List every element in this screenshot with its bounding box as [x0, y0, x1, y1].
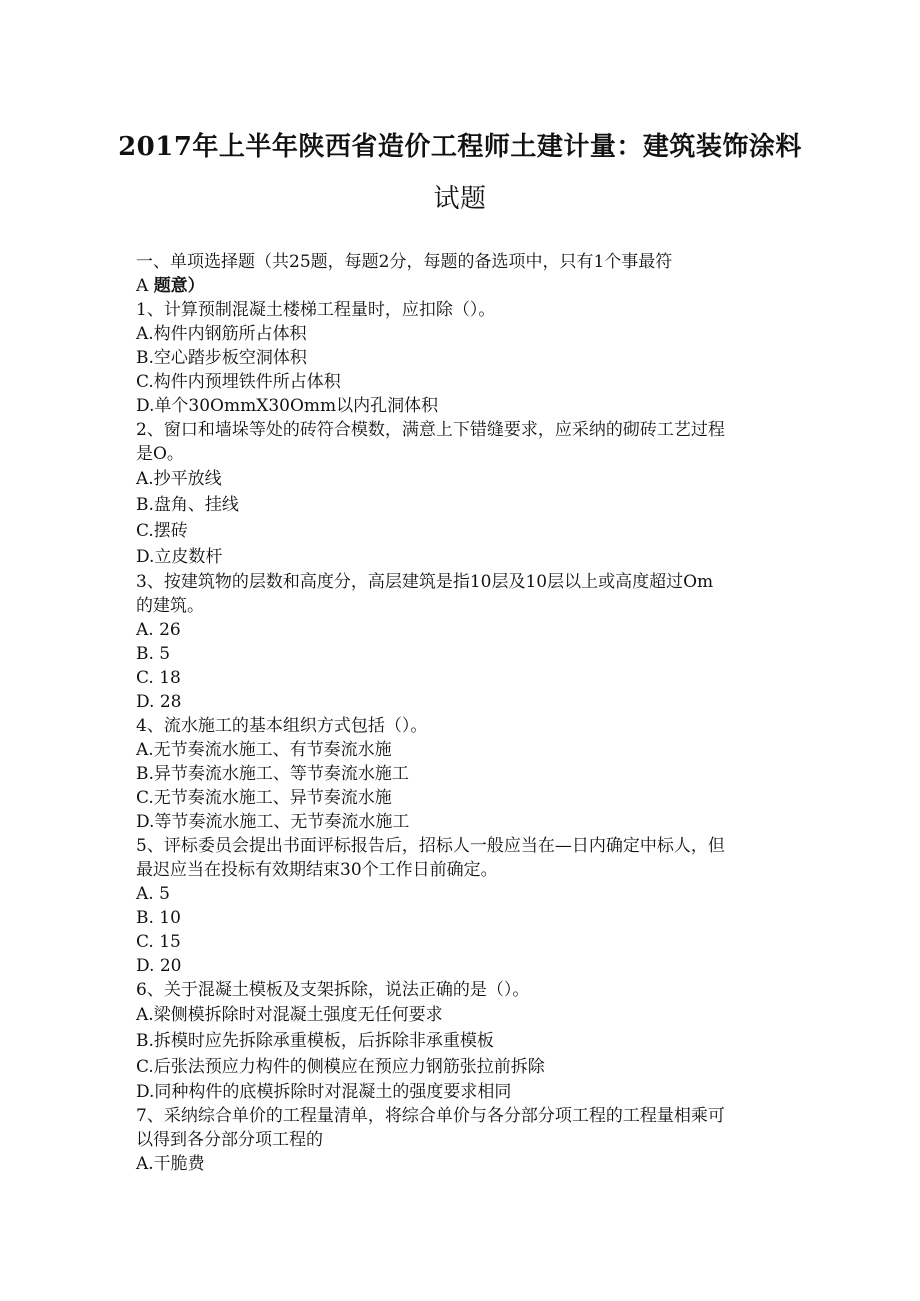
question-option: D.等节奏流水施工、无节奏流水施工: [136, 812, 410, 832]
question-stem-continued: 最迟应当在投标有效期结束30个工作日前确定。: [136, 860, 498, 880]
question-option: A.构件内钢筋所占体积: [136, 324, 307, 344]
question-option: C.构件内预埋铁件所占体积: [136, 372, 341, 392]
question-option: B.空心踏步板空洞体积: [136, 348, 307, 368]
question-option: C.无节奏流水施工、异节奏流水施: [136, 788, 392, 808]
question-stem-continued: 以得到各分部分项工程的: [136, 1130, 323, 1150]
question-stem: 2、窗口和墙垛等处的砖符合模数，满意上下错缝要求，应采纳的砌砖工艺过程: [136, 420, 725, 440]
question-stem: 1、计算预制混凝土楼梯工程量时，应扣除（）。: [136, 300, 496, 320]
document-title: 2017年上半年陕西省造价工程师土建计量：建筑装饰涂料: [118, 132, 802, 162]
question-option: B.盘角、挂线: [136, 495, 239, 515]
question-option: D. 20: [136, 956, 182, 976]
question-option: A.无节奏流水施工、有节奏流水施: [136, 740, 392, 760]
document-body: [136, 250, 796, 1176]
question-option: D.立皮数杆: [136, 547, 223, 567]
question-option: A. 26: [136, 620, 181, 640]
document-title-continued: 试题: [433, 184, 487, 214]
question-stem: 3、按建筑物的层数和高度分，高层建筑是指10层及10层以上或高度超过Om: [136, 572, 714, 592]
question-option: A.梁侧模拆除时对混凝土强度无任何要求: [136, 1005, 443, 1025]
question-option: B.异节奏流水施工、等节奏流水施工: [136, 764, 409, 784]
question-option: A.抄平放线: [136, 469, 222, 489]
question-stem-continued: 的建筑。: [136, 596, 204, 616]
question-option: D. 28: [136, 692, 182, 712]
question-option: C. 18: [136, 668, 181, 688]
question-option: B. 5: [136, 644, 171, 664]
question-option: D.同种构件的底模拆除时对混凝土的强度要求相同: [136, 1082, 512, 1102]
question-option: B.拆模时应先拆除承重模板，后拆除非承重模板: [136, 1031, 494, 1051]
section-header: 一、单项选择题（共25题，每题2分，每题的备选项中，只有1个事最符: [136, 252, 673, 272]
question-stem: 6、关于混凝土模板及支架拆除，说法正确的是（）。: [136, 980, 530, 1000]
question-option: D.单个30OmmX30Omm以内孔洞体积: [136, 396, 439, 416]
question-option: A. 5: [136, 884, 170, 904]
question-stem-continued: 是O。: [136, 444, 184, 464]
question-stem: 5、评标委员会提出书面评标报告后，招标人一般应当在—日内确定中标人，但: [136, 836, 725, 856]
question-option: C.后张法预应力构件的侧模应在预应力钢筋张拉前拆除: [136, 1057, 545, 1077]
question-option: B. 10: [136, 908, 181, 928]
section-header-continued: A 题意）: [136, 276, 205, 296]
question-option: C.摆砖: [136, 521, 188, 541]
question-stem: 4、流水施工的基本组织方式包括（）。: [136, 716, 428, 736]
question-option: A.干脆费: [136, 1154, 205, 1174]
question-stem: 7、采纳综合单价的工程量清单，将综合单价与各分部分项工程的工程量相乘可: [136, 1106, 725, 1126]
question-option: C. 15: [136, 932, 181, 952]
